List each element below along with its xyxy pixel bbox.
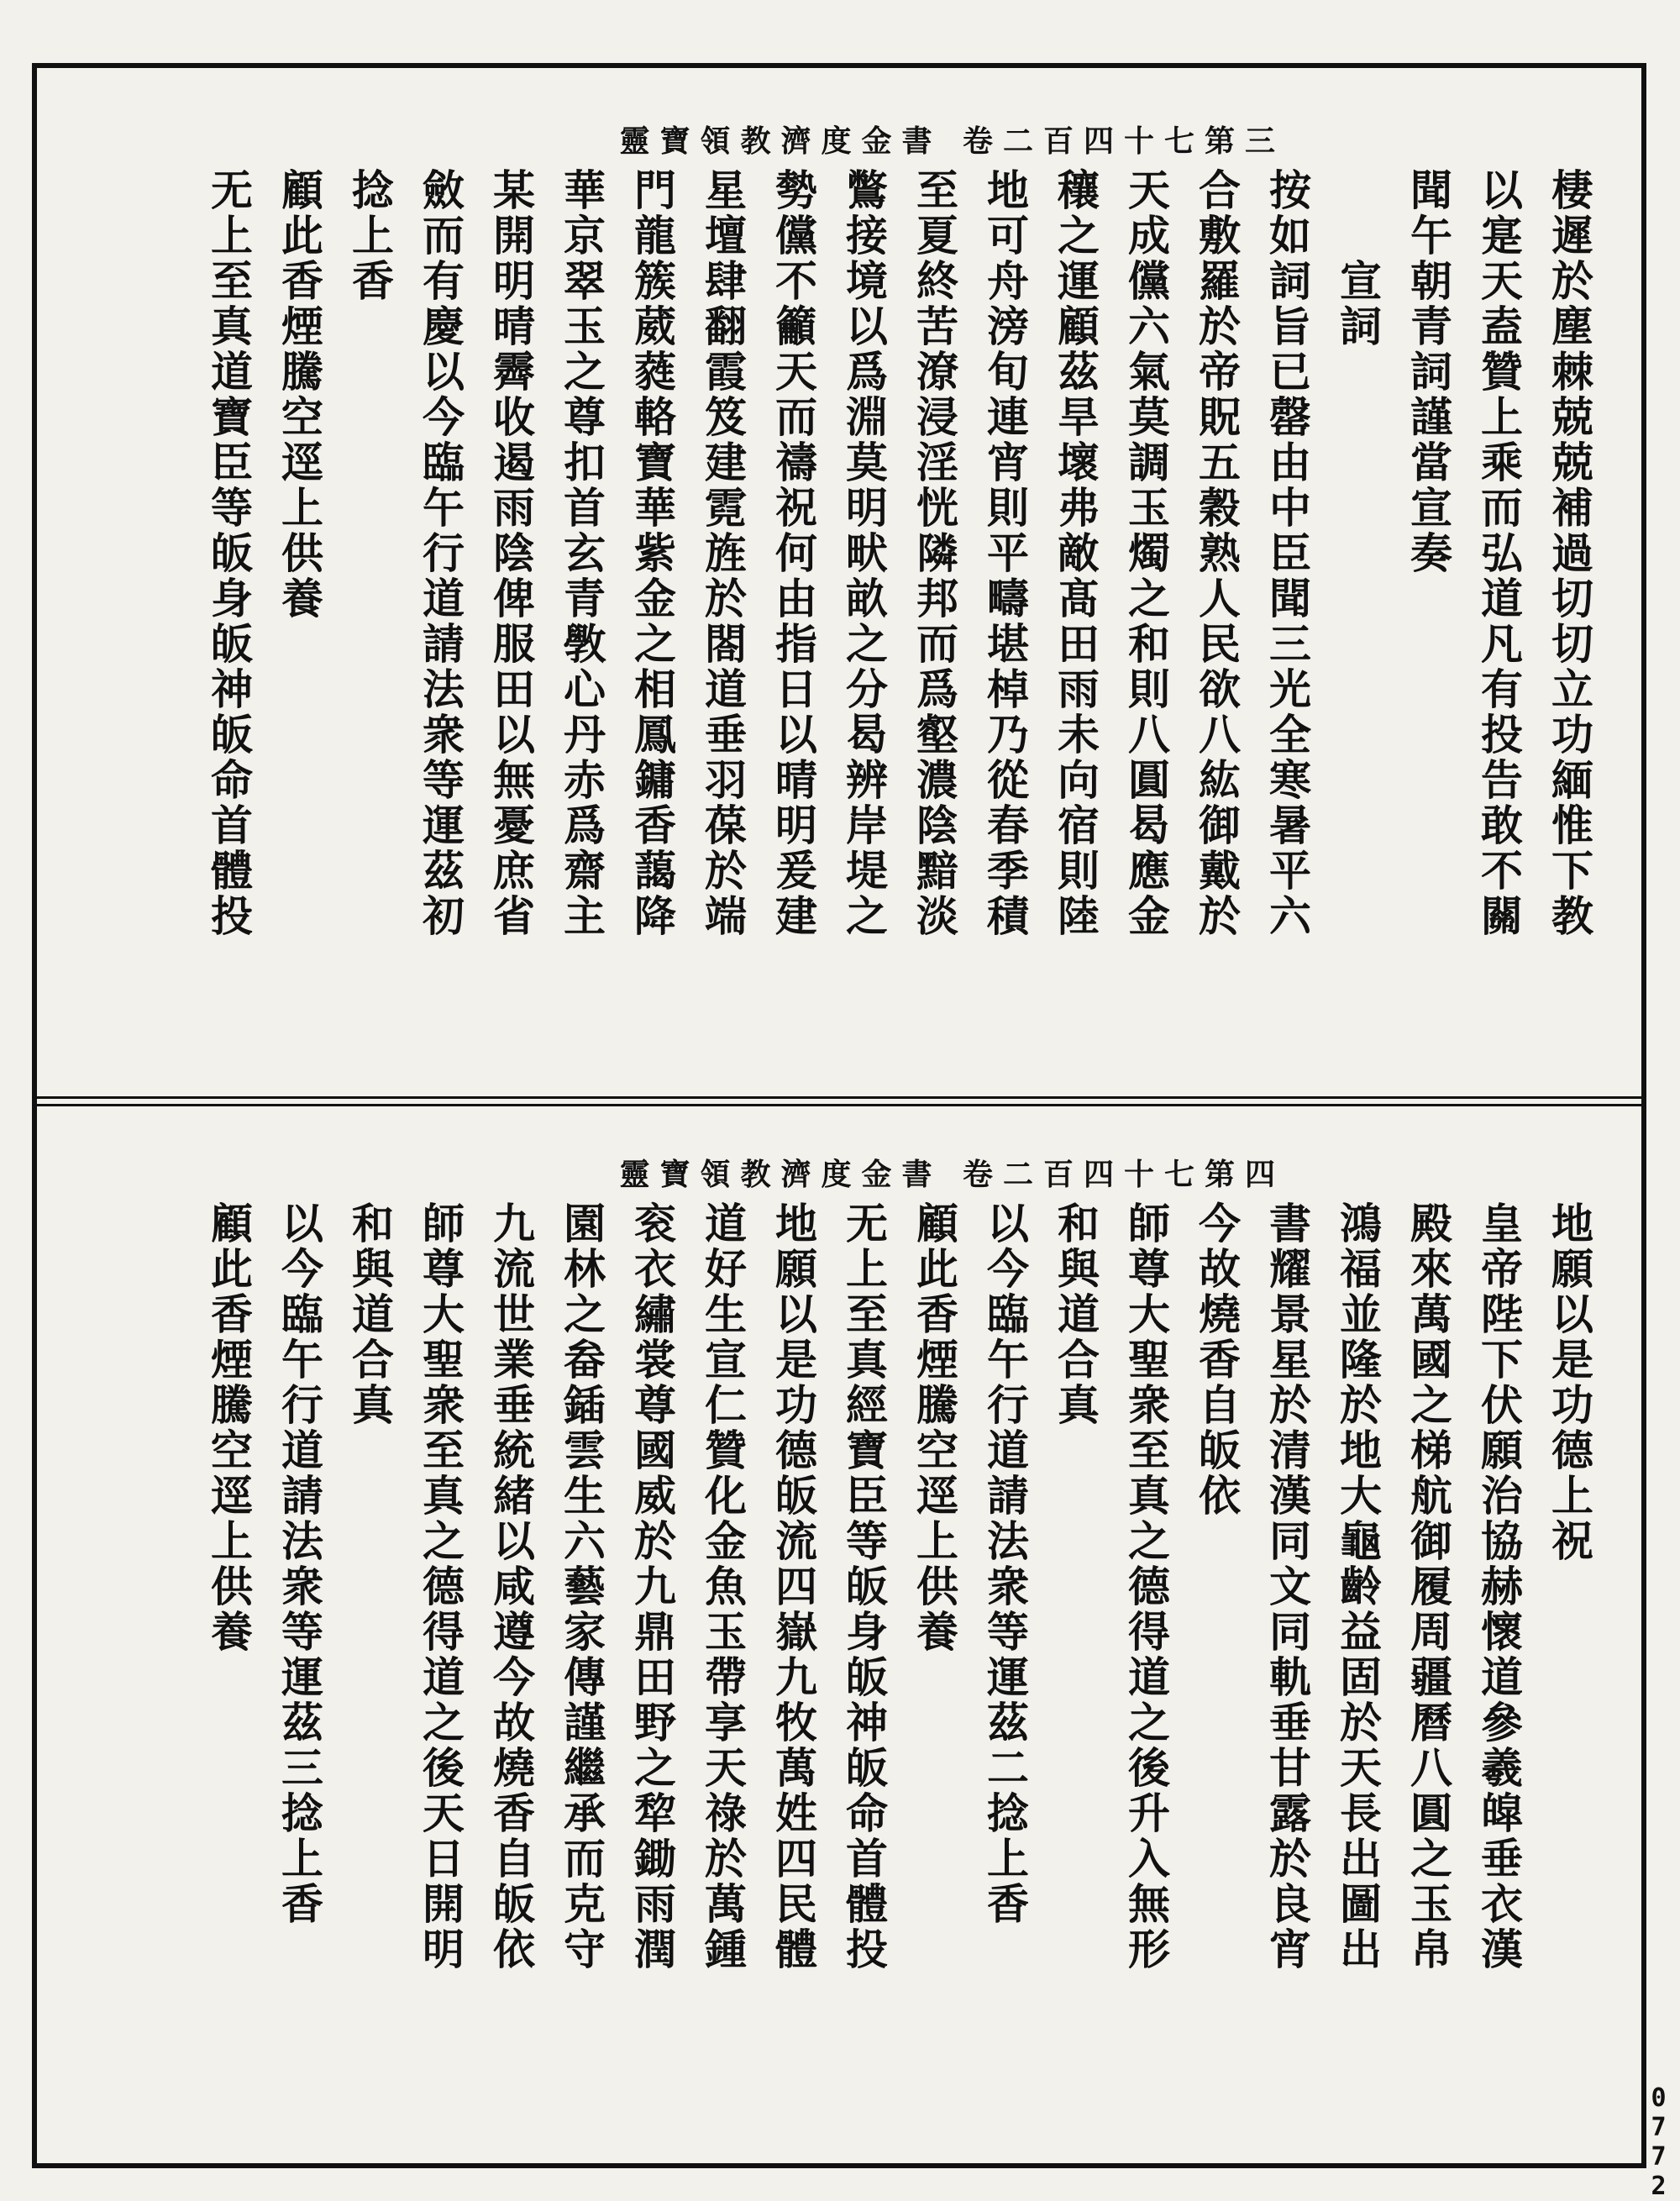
text-column: 棲遲於塵棘兢兢補過切切立功緬惟下教 [1545, 168, 1594, 939]
text-column: 書耀景星於清漢同文同軌垂甘露於良宵 [1263, 1201, 1312, 1972]
text-columns [76, 168, 1604, 1067]
text-column: 園林之畚鍤雲生六藝家傳謹繼承而克守 [557, 1201, 606, 1972]
text-column: 師尊大聖衆至真之德得道之後天日開明 [416, 1201, 465, 1972]
text-column: 顧此香煙騰空逕上供養 [275, 168, 324, 622]
panel-divider [32, 1096, 1646, 1106]
text-column: 顧此香煙騰空逕上供養 [204, 1201, 254, 1655]
text-column: 鷩接境以爲淵莫明畎畝之分曷辨岸堤之 [839, 168, 889, 939]
text-column: 華京翠玉之尊扣首玄青斆心丹赤爲齋主 [557, 168, 606, 939]
text-column: 和與道合真 [345, 1201, 395, 1428]
text-column: 地可舟滂旬連宵則平疇堪棹乃從春季積 [980, 168, 1030, 939]
text-column: 地願以是功德皈流四嶽九牧萬姓四民體 [769, 1201, 818, 1972]
text-columns [76, 1201, 1604, 2142]
text-column: 衮衣繡裳尊國威於九鼎田野之犂鋤雨潤 [627, 1201, 677, 1972]
upper-page [76, 123, 1604, 1067]
text-column: 殿來萬國之梯航御履周疆曆八圓之玉帛 [1404, 1201, 1453, 1972]
lower-page [76, 1157, 1604, 2142]
text-column: 聞午朝青詞謹當宣奏 [1404, 168, 1453, 576]
text-column: 天成儻六氣莫調玉燭之和則八圓曷應金 [1121, 168, 1171, 939]
text-column: 星壇肆翻霞笈建霓旌於閤道垂羽葆於端 [698, 168, 748, 939]
text-column: 斂而有慶以今臨午行道請法衆等運茲初 [416, 168, 465, 939]
text-column: 地願以是功德上祝 [1545, 1201, 1594, 1564]
text-column: 宣詞 [1333, 168, 1383, 349]
text-column: 捻上香 [345, 168, 395, 304]
page-number: 0772 [1644, 2083, 1673, 2201]
text-column: 顧此香煙騰空逕上供養 [910, 1201, 959, 1655]
text-column: 和與道合真 [1051, 1201, 1100, 1428]
text-column: 合敷羅於帝貺五穀熟人民欲八紘御戴於 [1192, 168, 1242, 939]
text-column: 按如詞旨已罄由中臣聞三光全寒暑平六 [1263, 168, 1312, 939]
text-column: 九流世業垂統緒以咸遵今故燒香自皈依 [486, 1201, 536, 1972]
text-column: 道好生宣仁贊化金魚玉帶享天祿於萬鍾 [698, 1201, 748, 1972]
text-column: 无上至真道寶臣等皈身皈神皈命首體投 [204, 168, 254, 939]
text-column: 至夏終苦潦浸淫恍隣邦而爲壑濃陰黯淡 [910, 168, 959, 939]
text-column: 穰之運顧茲旱壞弗敵髙田雨未向宿則陸 [1051, 168, 1100, 939]
page-header: 靈寶領教濟度金書 卷二百四十七第三 [619, 123, 1285, 159]
page-header: 靈寶領教濟度金書 卷二百四十七第四 [619, 1157, 1285, 1192]
text-column: 門龍簇葳蕤輅寶華紫金之相鳳鏞香藹降 [627, 168, 677, 939]
text-column: 以寔天盍贊上乘而弘道凡有投告敢不關 [1474, 168, 1524, 939]
text-column: 皇帝陛下伏願治協赫懷道參羲皡垂衣漢 [1474, 1201, 1524, 1972]
text-column: 以今臨午行道請法衆等運茲三捻上香 [275, 1201, 324, 1927]
text-column: 某開明晴霽收遏雨陰俾服田以無憂庶省 [486, 168, 536, 939]
text-column: 无上至真經寶臣等皈身皈神皈命首體投 [839, 1201, 889, 1972]
text-column: 鴻福並隆於地大龜齡益固於天長出圖出 [1333, 1201, 1383, 1972]
text-column: 師尊大聖衆至真之德得道之後升入無形 [1121, 1201, 1171, 1972]
text-column: 以今臨午行道請法衆等運茲二捻上香 [980, 1201, 1030, 1927]
text-column: 今故燒香自皈依 [1192, 1201, 1242, 1519]
text-column: 勢儻不籲天而禱祝何由指日以晴明爰建 [769, 168, 818, 939]
